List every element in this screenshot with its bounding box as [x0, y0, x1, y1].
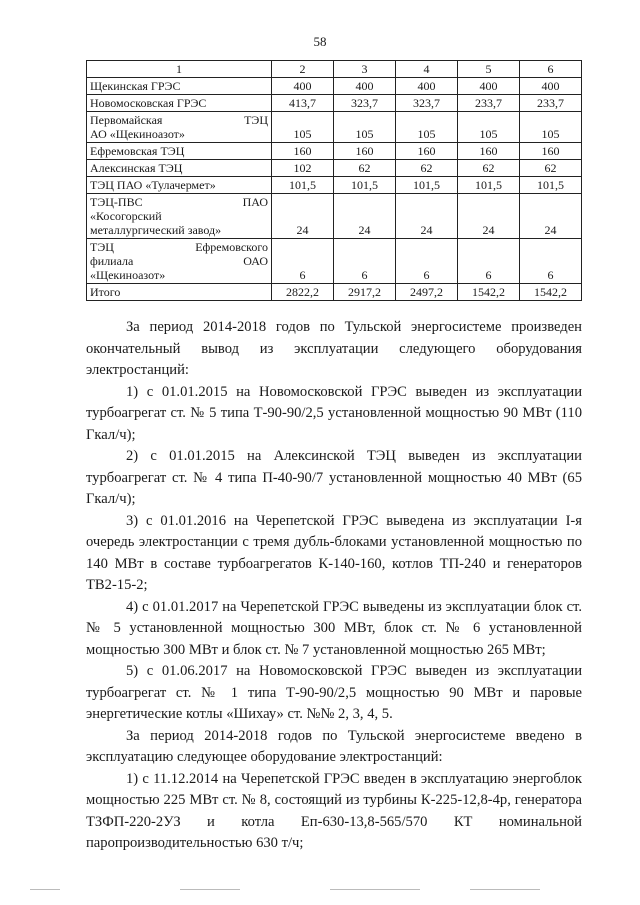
capacity-value-cell: 24	[272, 194, 334, 239]
station-name-line: металлургический завод»	[90, 223, 222, 237]
capacity-value-cell: 24	[396, 194, 458, 239]
station-name-line: Щекинская ГРЭС	[90, 79, 181, 93]
capacity-value-cell: 160	[396, 143, 458, 160]
body-paragraph: 1) с 01.01.2015 на Новомосковской ГРЭС выведен из эксплуатации турбоагрегат ст. № 5 типа Т-90-90/2,5 установленной мощностью 90 МВт (110 Гкал/ч);	[86, 383, 582, 443]
column-header: 3	[334, 61, 396, 78]
body-paragraph: За период 2014-2018 годов по Тульской энергосистеме введено в эксплуатацию следующее оборудование электростанций:	[86, 727, 582, 765]
table-body	[87, 78, 582, 301]
station-name-line: Ефремовская ТЭЦ	[90, 144, 185, 158]
table-row	[87, 112, 582, 143]
body-paragraph: 5) с 01.06.2017 на Новомосковской ГРЭС выведен из эксплуатации турбоагрегат ст. № 1 типа Т-90-90/2,5 мощностью 90 МВт и паровые энергетические котлы «Шихау» ст. №№ 2, 3, 4, 5.	[86, 663, 582, 722]
capacity-value-cell: 6	[396, 239, 458, 284]
table-header-row	[87, 61, 582, 78]
table-row	[87, 177, 582, 194]
capacity-value-cell: 62	[520, 160, 582, 177]
body-paragraph: 3) с 01.01.2016 на Черепетской ГРЭС выведена из эксплуатации I-я очередь электростанции с тремя дубль-блоками установленной мощностью по 140 МВт в составе турбоагрегатов К-140-160, котлов ТП-240 и генераторов ТВ2-15-2;	[86, 512, 582, 593]
capacity-value-cell: 24	[520, 194, 582, 239]
capacity-value-cell: 102	[272, 160, 334, 177]
column-header: 4	[396, 61, 458, 78]
column-header: 1	[87, 61, 272, 78]
station-name-line: ТЭЦ Ефремовского	[90, 240, 268, 254]
table-row	[87, 284, 582, 301]
capacity-value-cell: 400	[458, 78, 520, 95]
station-name-line: ТЭЦ ПАО «Тулачермет»	[90, 178, 216, 192]
capacity-value-cell: 160	[272, 143, 334, 160]
station-name-cell	[87, 284, 272, 301]
capacity-value-cell: 101,5	[520, 177, 582, 194]
table-row	[87, 143, 582, 160]
capacity-value-cell: 101,5	[334, 177, 396, 194]
station-name-line: Итого	[90, 285, 121, 299]
table-row	[87, 160, 582, 177]
capacity-value-cell: 233,7	[458, 95, 520, 112]
body-paragraph: 2) с 01.01.2015 на Алексинской ТЭЦ выведен из эксплуатации турбоагрегат ст. № 4 типа П-40-90/7 установленной мощностью 40 МВт (65 Гкал/ч);	[86, 448, 582, 507]
capacity-value-cell: 62	[458, 160, 520, 177]
capacity-value-cell: 400	[396, 78, 458, 95]
capacity-value-cell: 62	[396, 160, 458, 177]
station-name-cell	[87, 177, 272, 194]
body-text	[86, 317, 582, 855]
table-row	[87, 194, 582, 239]
column-header: 2	[272, 61, 334, 78]
capacity-value-cell: 2917,2	[334, 284, 396, 301]
capacity-value-cell: 105	[334, 112, 396, 143]
station-name-cell	[87, 78, 272, 95]
capacity-value-cell: 6	[272, 239, 334, 284]
capacity-value-cell: 413,7	[272, 95, 334, 112]
station-name-cell	[87, 95, 272, 112]
station-name-cell	[87, 160, 272, 177]
station-name-line: «Щекиноазот»	[90, 268, 166, 282]
capacity-value-cell: 105	[272, 112, 334, 143]
capacity-value-cell: 105	[396, 112, 458, 143]
column-header: 5	[458, 61, 520, 78]
capacity-value-cell: 233,7	[520, 95, 582, 112]
table-row	[87, 78, 582, 95]
footer-scan-marks	[0, 889, 640, 893]
station-name-line: АО «Щекиноазот»	[90, 127, 185, 141]
capacity-value-cell: 400	[334, 78, 396, 95]
station-name-line: «Косогорский	[90, 209, 162, 223]
capacity-value-cell: 105	[520, 112, 582, 143]
station-name-cell	[87, 194, 272, 239]
station-name-line: филиала ОАО	[90, 254, 268, 268]
capacity-table	[86, 60, 582, 301]
column-header: 6	[520, 61, 582, 78]
capacity-value-cell: 101,5	[396, 177, 458, 194]
capacity-value-cell: 160	[458, 143, 520, 160]
table-row	[87, 95, 582, 112]
station-name-cell	[87, 143, 272, 160]
capacity-value-cell: 105	[458, 112, 520, 143]
capacity-value-cell: 160	[520, 143, 582, 160]
capacity-value-cell: 400	[520, 78, 582, 95]
capacity-value-cell: 24	[334, 194, 396, 239]
capacity-value-cell: 6	[458, 239, 520, 284]
capacity-value-cell: 62	[334, 160, 396, 177]
body-paragraph: 1) с 11.12.2014 на Черепетской ГРЭС введен в эксплуатацию энергоблок мощностью 225 МВт ст. № 8, состоящий из турбины К-225-12,8-4р, генератора ТЗФП-220-2УЗ и котла Еп-630-13,8-565/570 КТ номинальной паропроизводительностью 630 т/ч;	[86, 770, 582, 851]
station-name-line: Первомайская ТЭЦ	[90, 113, 268, 127]
capacity-value-cell: 2497,2	[396, 284, 458, 301]
station-name-cell	[87, 112, 272, 143]
body-paragraph: 4) с 01.01.2017 на Черепетской ГРЭС выведены из эксплуатации блок ст. № 5 установленной мощностью 300 МВт, блок ст. № 6 установленной мощностью 300 МВт и блок ст. № 7 установленной мощностью 265 МВт;	[86, 598, 582, 658]
capacity-value-cell: 2822,2	[272, 284, 334, 301]
station-name-line: Алексинская ТЭЦ	[90, 161, 183, 175]
body-paragraph: За период 2014-2018 годов по Тульской энергосистеме произведен окончательный вывод из эксплуатации следующего оборудования электростанций:	[86, 319, 582, 378]
capacity-value-cell: 6	[520, 239, 582, 284]
table-row	[87, 239, 582, 284]
capacity-value-cell: 1542,2	[458, 284, 520, 301]
capacity-value-cell: 323,7	[396, 95, 458, 112]
station-name-cell	[87, 239, 272, 284]
capacity-value-cell: 160	[334, 143, 396, 160]
capacity-value-cell: 1542,2	[520, 284, 582, 301]
capacity-value-cell: 6	[334, 239, 396, 284]
capacity-value-cell: 101,5	[458, 177, 520, 194]
station-name-line: Новомосковская ГРЭС	[90, 96, 207, 110]
capacity-value-cell: 323,7	[334, 95, 396, 112]
page-number: 58	[313, 34, 327, 49]
capacity-value-cell: 400	[272, 78, 334, 95]
capacity-value-cell: 24	[458, 194, 520, 239]
capacity-value-cell: 101,5	[272, 177, 334, 194]
station-name-line: ТЭЦ-ПВС ПАО	[90, 195, 268, 209]
